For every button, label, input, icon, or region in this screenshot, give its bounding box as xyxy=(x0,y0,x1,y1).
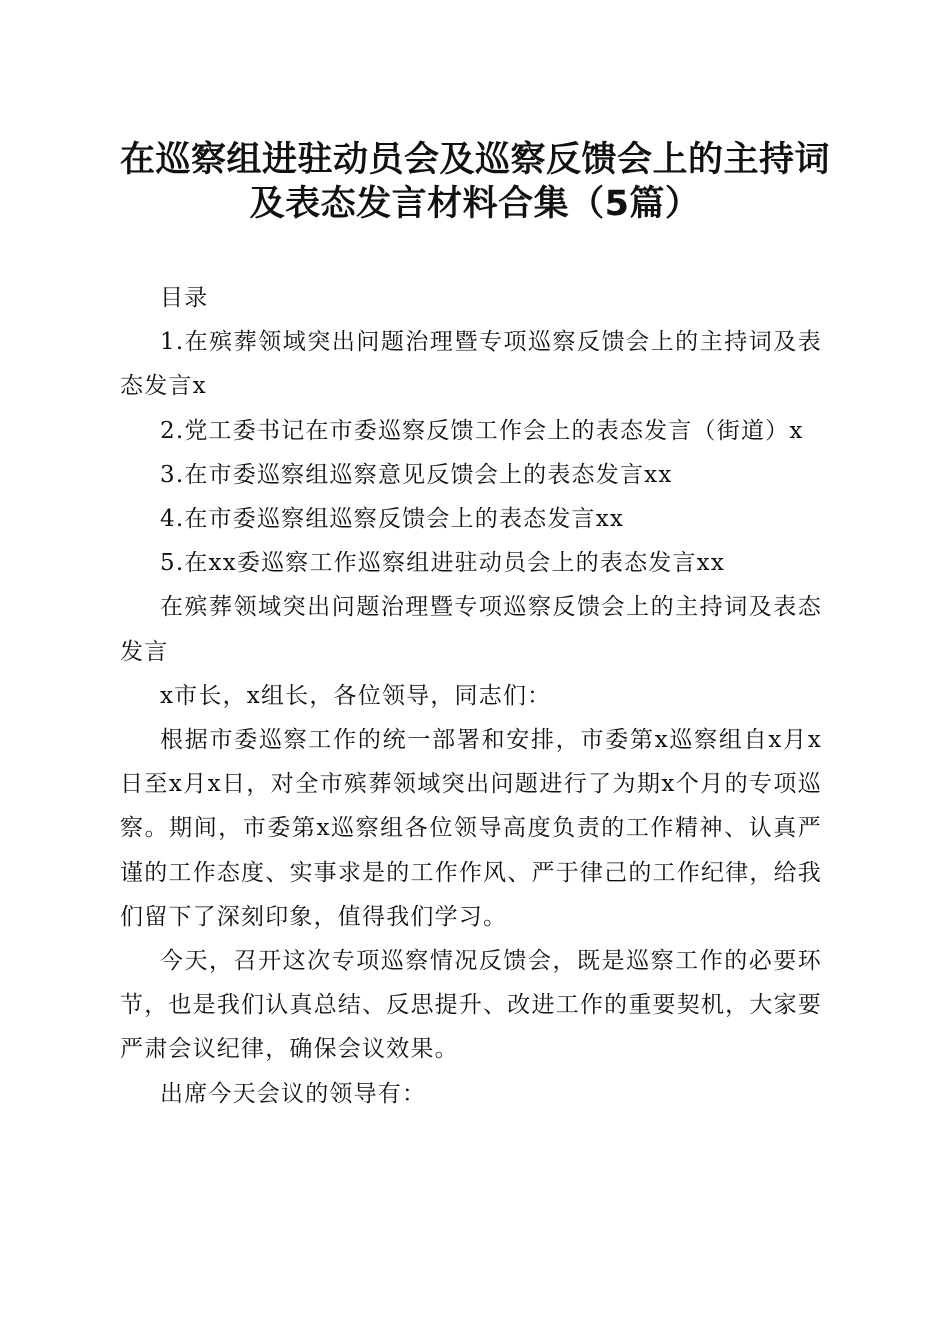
section-heading: 在殡葬领域突出问题治理暨专项巡察反馈会上的主持词及表态发言 xyxy=(120,594,822,665)
toc-item: 4.在市委巡察组巡察反馈会上的表态发言xx xyxy=(160,506,625,533)
body-paragraph: 今天，召开这次专项巡察情况反馈会，既是巡察工作的必要环节，也是我们认真总结、反思提升、改进工作的重要契机，大家要严肃会议纪律，确保会议效果。 xyxy=(120,948,822,1063)
toc-item: 2.党工委书记在市委巡察反馈工作会上的表态发言（街道）x xyxy=(160,417,804,444)
body-paragraph: 出席今天会议的领导有： xyxy=(160,1080,427,1107)
table-of-contents xyxy=(120,320,822,585)
toc-item: 3.在市委巡察组巡察意见反馈会上的表态发言xx xyxy=(160,461,673,488)
salutation: x市长，x组长，各位领导，同志们： xyxy=(160,682,552,709)
body-paragraph: 根据市委巡察工作的统一部署和安排，市委第x巡察组自x月x日至x月x日，对全市殡葬领域突出问题进行了为期x个月的专项巡察。期间，市委第x巡察组各位领导高度负责的工作精神、认真严谨的工作态度、实事求是的工作作风、严于律己的工作纪律，给我们留下了深刻印象，值得我们学习。 xyxy=(120,727,822,930)
document-title-line1: 在巡察组进驻动员会及巡察反馈会上的主持词 xyxy=(119,140,830,180)
toc-item: 5.在xx委巡察工作巡察组进驻动员会上的表态发言xx xyxy=(160,550,726,577)
document-body xyxy=(120,276,822,1116)
toc-heading: 目录 xyxy=(160,285,209,311)
toc-item: 1.在殡葬领域突出问题治理暨专项巡察反馈会上的主持词及表态发言x xyxy=(120,329,822,400)
document-title-line2: 及表态发言材料合集（5篇） xyxy=(249,184,701,224)
